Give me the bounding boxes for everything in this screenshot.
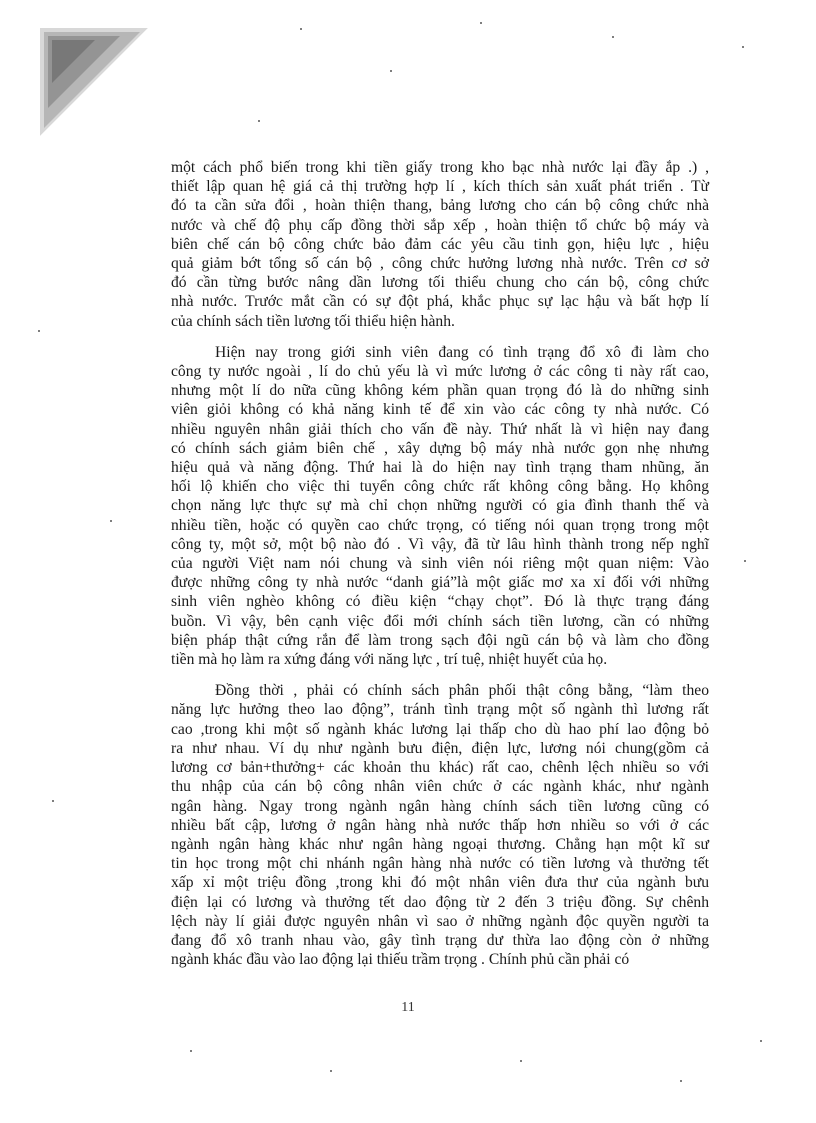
text-line: điện lại có lương và thưởng tết dao động từ 2 đến 3 triệu đồng. Sự chênh (171, 893, 709, 911)
scan-speck (258, 120, 260, 122)
text-line: thu nhập của cán bộ công nhân viên chức ở các ngành khác, như ngành (171, 778, 709, 796)
text-line: được những công ty nhà nước “danh giá”là một giấc mơ xa xỉ đối với những (171, 574, 709, 592)
text-line: nhiều nguyên nhân giải thích cho vấn đề này. Thứ nhất là vì hiện nay đang (171, 420, 709, 438)
text-line: năng lực hưởng theo lao động”, tránh tình trạng một số ngành thì lương rất (171, 701, 709, 719)
paragraph (171, 343, 709, 669)
text-line: quả giảm bớt tổng số cán bộ , công chức hưởng lương nhà nước. Trên cơ sở (171, 255, 709, 273)
text-line: thiết lập quan hệ giá cả thị trường hợp lí , kích thích sản xuất phát triển . Từ (171, 178, 709, 196)
scan-speck (744, 560, 746, 562)
text-line: ngành khác đầu vào lao động lại thiếu trầm trọng . Chính phủ cần phải có (171, 951, 630, 969)
text-line: tiền mà họ làm ra xứng đáng với năng lực , trí tuệ, nhiệt huyết của họ. (171, 651, 608, 669)
text-line: ra như nhau. Ví dụ như ngành bưu điện, điện lực, lương nói chung(gồm cả (171, 739, 709, 757)
text-line: ngân hàng. Ngay trong ngành ngân hàng chính sách tiền lương cũng có (171, 797, 709, 815)
scan-speck (390, 70, 392, 72)
scan-speck (110, 520, 112, 522)
scan-speck (760, 1040, 762, 1042)
text-line: công ty nước ngoài , lí do chủ yếu là vì mức lương ở các công ti này rất cao, (171, 363, 709, 381)
text-line: đó ta cần sửa đổi , hoàn thiện thang, bảng lương cho cán bộ công chức nhà (171, 197, 709, 215)
scan-speck (300, 28, 302, 30)
paragraph (171, 158, 709, 331)
text-line: xấp xỉ một triệu đồng ,trong khi đó một nhân viên đưa thư của ngành bưu (171, 874, 709, 892)
text-line: lương cơ bản+thưởng+ các khoản thu khác) rất cao, chênh lệch nhiều so với (171, 759, 709, 777)
scan-speck (612, 36, 614, 38)
scan-noise-corner (40, 28, 150, 138)
text-line: của chính sách tiền lương tối thiểu hiện hành. (171, 312, 455, 330)
text-line: nhà nước. Trước mắt cần có sự đột phá, khắc phục sự lạc hậu và bất hợp lí (171, 293, 709, 311)
text-line: hối lộ khiến cho việc thi tuyển công chức rất không công bằng. Họ không (171, 478, 709, 496)
text-line: ngành ngân hàng khác như ngân hàng ngoại thương. Chẳng hạn một kĩ sư (171, 835, 709, 853)
text-line: công ty, một sở, một bộ nào đó . Vì vậy, đã từ lâu hình thành trong nếp nghĩ (171, 535, 709, 553)
text-line: sinh viên nghèo không có điều kiện “chạy chọt”. Đó là thực trạng đáng (171, 593, 709, 611)
scan-speck (330, 1070, 332, 1072)
text-line: lệch này lí giải được nguyên nhân vì sao ở những ngành độc quyền người ta (171, 912, 709, 930)
text-line: một cách phổ biến trong khi tiền giấy trong kho bạc nhà nước lại đầy ắp .) , (171, 159, 709, 176)
text-line: nhiều bất cập, lương ở ngân hàng nhà nước thấp hơn nhiều so với ở các (171, 816, 709, 834)
text-line: viên giỏi không có khả năng kinh tế để xin vào các công ty nhà nước. Có (171, 401, 709, 419)
text-line: Đồng thời , phải có chính sách phân phối thật công bằng, “làm theo (215, 682, 709, 700)
text-line: cao ,trong khi một số ngành khác lương lại thấp cho dù hao phí lao động bỏ (171, 720, 709, 738)
text-line: biên chế cán bộ công chức bảo đảm các yêu cầu tinh gọn, hiệu lực , hiệu (171, 235, 709, 253)
text-line: hiệu quả và năng động. Thứ hai là do hiện nay tình trạng tham nhũng, ăn (171, 459, 709, 477)
scan-speck (520, 1060, 522, 1062)
scan-speck (742, 46, 744, 48)
scan-speck (190, 1050, 192, 1052)
text-line: nhiều tiền, hoặc có quyền cao chức trọng, có tiếng nói quan trọng trong một (171, 516, 709, 534)
text-line: tin học trong một chi nhánh ngân hàng nhà nước có tiền lương và thưởng tết (171, 855, 709, 873)
text-line: biện pháp thật cứng rắn để làm trong sạch đội ngũ cán bộ và làm cho đồng (171, 631, 709, 649)
text-line: của người Việt nam nói chung và sinh viên nói riêng một quan niệm: Vào (171, 555, 709, 573)
scan-speck (480, 22, 482, 24)
text-line: nhưng một lí do nữa cũng không kém phần quan trọng đó là do những sinh (171, 382, 709, 400)
text-line: buồn. Vì vậy, bên cạnh việc đổi mới chính sách tiền lương, cần có những (171, 612, 709, 630)
text-line: đang đổ xô tranh nhau vào, gây tình trạng dư thừa lao động còn ở những (171, 931, 709, 949)
text-line: Hiện nay trong giới sinh viên đang có tình trạng đổ xô đi làm cho (215, 343, 709, 361)
scan-speck (680, 1080, 682, 1082)
text-line: có chính sách giảm biên chế , xây dựng bộ máy nhà nước gọn nhẹ nhưng (171, 439, 709, 457)
text-line: đó cần từng bước nâng dần lương tối thiểu chung cho cán bộ, công chức (171, 274, 709, 292)
paragraph (171, 681, 709, 969)
text-line: chọn năng lực thực sự mà chỉ chọn những người có gia đình thanh thế và (171, 497, 709, 515)
scan-speck (38, 330, 40, 332)
text-line: nước và chế độ phụ cấp đồng thời sắp xếp , hoàn thiện tổ chức bộ máy và (171, 216, 709, 234)
scan-speck (52, 800, 54, 802)
page-number: 11 (401, 1000, 415, 1015)
body-text (171, 158, 709, 969)
